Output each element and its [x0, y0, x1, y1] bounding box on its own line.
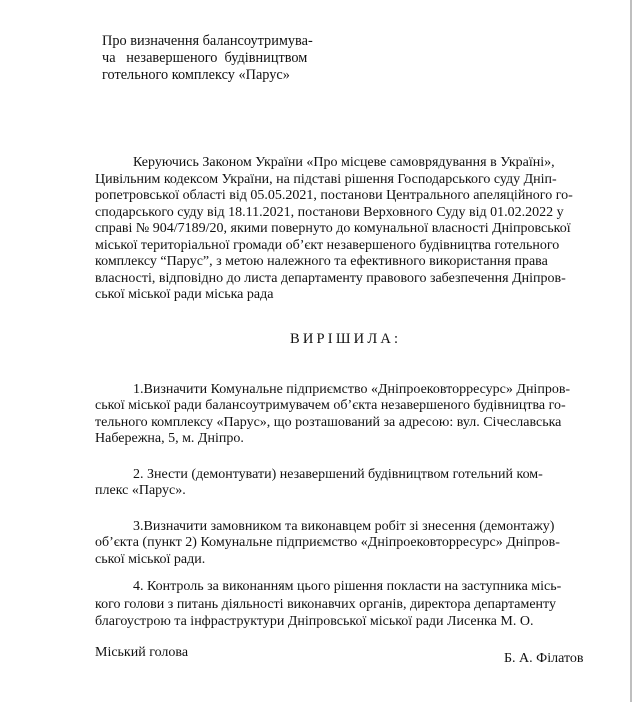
text-line: 1.Визначити Комунальне підприємство «Дніпроековторресурс» Дніпров- [133, 382, 571, 397]
text-line: ської міської ради міська рада [95, 287, 274, 302]
text-line: Цивільним кодексом України, на підставі рішення Господарського суду Дніп- [95, 172, 557, 187]
text-line: 2. Знести (демонтувати) незавершений будівництвом готельний ком- [133, 467, 543, 482]
text-line: об’єкта (пункт 2) Комунальне підприємство «Дніпроековторресурс» Дніпров- [95, 535, 560, 550]
title-line: ча незавершеного будівництвом [102, 50, 308, 66]
text-line: тельного комплексу «Парус», що розташований за адресою: вул. Січеславська [95, 415, 562, 430]
text-line: благоустрою та інфраструктури Дніпровської міської ради Лисенка М. О. [95, 614, 534, 629]
signature-name: Б. А. Філатов [504, 651, 584, 666]
text-line: справі № 904/7189/20, якими повернуто до комунальної власності Дніпровської [95, 221, 571, 236]
text-line: кого голови з питань діяльності виконавчих органів, директора департаменту [95, 597, 556, 612]
title-line: готельного комплексу «Парус» [102, 67, 290, 83]
text-line: комплексу “Парус”, з метою належного та ефективного використання права [95, 254, 548, 269]
text-line: 3.Визначити замовником та виконавцем робіт зі знесення (демонтажу) [133, 519, 555, 534]
text-line: Набережна, 5, м. Дніпро. [95, 431, 244, 446]
decided-heading: ВИРІШИЛА: [290, 331, 402, 347]
text-line: сподарського суду від 18.11.2021, постанови Верховного Суду від 01.02.2022 у [95, 205, 564, 220]
text-line: власності, відповідно до листа департаменту правового забезпечення Дніпров- [95, 271, 566, 286]
title-line: Про визначення балансоутримува- [102, 33, 313, 49]
text-line: ської міської ради балансоутримувачем об’єкта незавершеного будівництва го- [95, 398, 566, 413]
text-line: Керуючись Законом України «Про місцеве самоврядування в Україні», [133, 155, 555, 170]
text-line: міської територіальної громади об’єкт незавершеного будівництва готельного [95, 238, 560, 253]
text-line: плекс «Парус». [95, 483, 186, 498]
text-line: ської міської ради. [95, 552, 206, 567]
signature-position: Міський голова [95, 645, 189, 660]
text-line: 4. Контроль за виконанням цього рішення покласти на заступника місь- [133, 579, 562, 594]
text-line: ропетровської області від 05.05.2021, постанови Центрального апеляційного го- [95, 188, 573, 203]
